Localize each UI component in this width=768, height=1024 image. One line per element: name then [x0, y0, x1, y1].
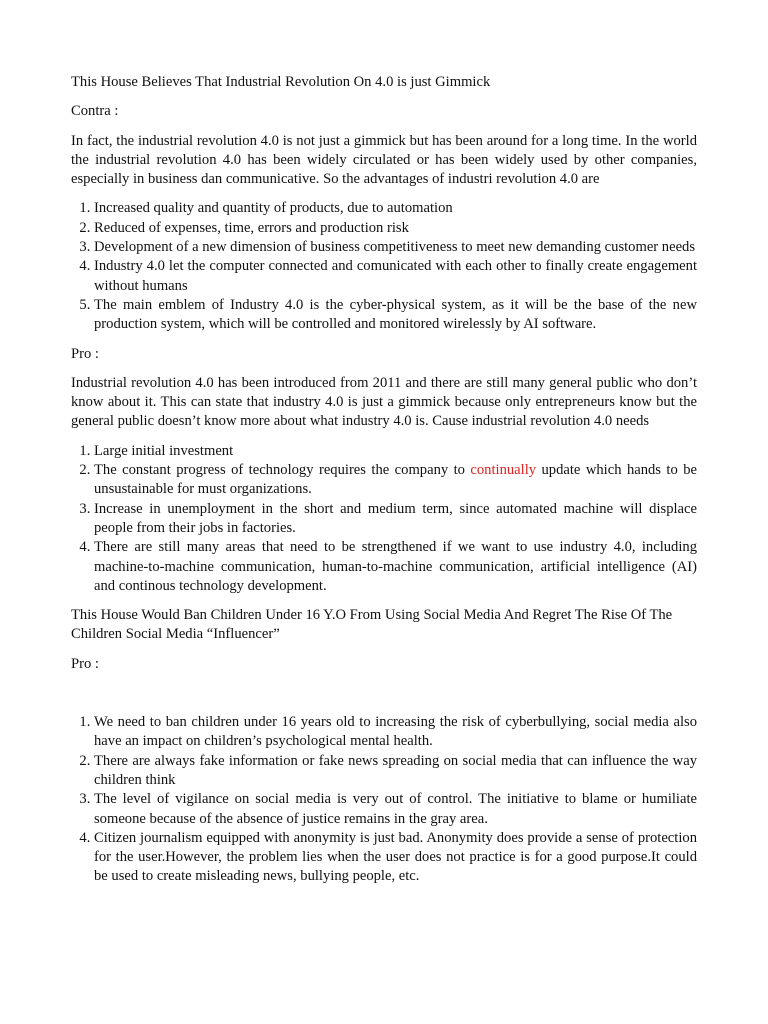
pro-label: Pro : — [71, 345, 99, 362]
list-item: 4. There are still many areas that need to be strengthened if we want to use industry 4.0, including machine-to-machine communication, human-to-machine communication, artificial intelligence (AI) and continous technology development. — [94, 538, 697, 596]
list-item: 2. There are always fake information or fake news spreading on social media that can influence the way children think — [94, 752, 697, 791]
list-item: 2. Reduced of expenses, time, errors and production risk — [94, 219, 697, 238]
contra-list — [71, 199, 697, 334]
list-item: 5. The main emblem of Industry 4.0 is the cyber-physical system, as it will be the base of the new production system, which will be controlled and monitored wirelessly by AI software. — [94, 296, 697, 335]
list-item: 3. The level of vigilance on social media is very out of control. The initiative to blame or humiliate someone because of the absence of justice remains in the gray area. — [94, 790, 697, 829]
highlighted-word: continually — [470, 462, 537, 479]
pro2-label: Pro : — [71, 655, 99, 672]
list-item: 1. Large initial investment — [94, 442, 697, 461]
list-item: 3. Development of a new dimension of business competitiveness to meet new demanding customer needs — [94, 238, 697, 257]
contra-label: Contra : — [71, 103, 119, 120]
motion-title-industrial-revolution: This House Believes That Industrial Revolution On 4.0 is just Gimmick — [71, 74, 491, 90]
blank-line — [71, 684, 697, 713]
pro2-list — [71, 713, 697, 887]
list-item: 3. Increase in unemployment in the short and medium term, since automated machine will displace people from their jobs in factories. — [94, 500, 697, 539]
list-item: 4. Industry 4.0 let the computer connected and comunicated with each other to finally create engagement without humans — [94, 257, 697, 296]
motion-title-social-media: This House Would Ban Children Under 16 Y.O From Using Social Media And Regret The Rise Of The Children Social Media “Influencer” — [71, 607, 673, 643]
list-item-text: The constant progress of technology requires the company to — [94, 462, 471, 479]
list-item-text: update which hands to be unsustainable for must organizations. — [94, 462, 697, 498]
pro-intro-paragraph: Industrial revolution 4.0 has been introduced from 2011 and there are still many general public who don’t know about it. This can state that industry 4.0 is just a gimmick because only entrepreneurs know but the general public doesn’t know more about what industry 4.0 is. Cause industrial revolution 4.0 needs — [71, 374, 697, 430]
list-item: 1. Increased quality and quantity of products, due to automation — [94, 199, 697, 218]
contra-intro-paragraph: In fact, the industrial revolution 4.0 is not just a gimmick but has been around for a long time. In the world the industrial revolution 4.0 has been widely circulated or has been widely used by other companies, especially in business dan communicative. So the advantages of industri revolution 4.0 are — [71, 132, 697, 188]
pro-list — [71, 442, 697, 596]
list-item — [94, 461, 697, 500]
list-item: 4. Citizen journalism equipped with anonymity is just bad. Anonymity does provide a sense of protection for the user.However, the problem lies when the user does not practice is for a good purpose.It could be used to create misleading news, bullying people, etc. — [94, 829, 697, 887]
list-item: 1. We need to ban children under 16 years old to increasing the risk of cyberbullying, social media also have an impact on children’s psychological mental health. — [94, 713, 697, 752]
